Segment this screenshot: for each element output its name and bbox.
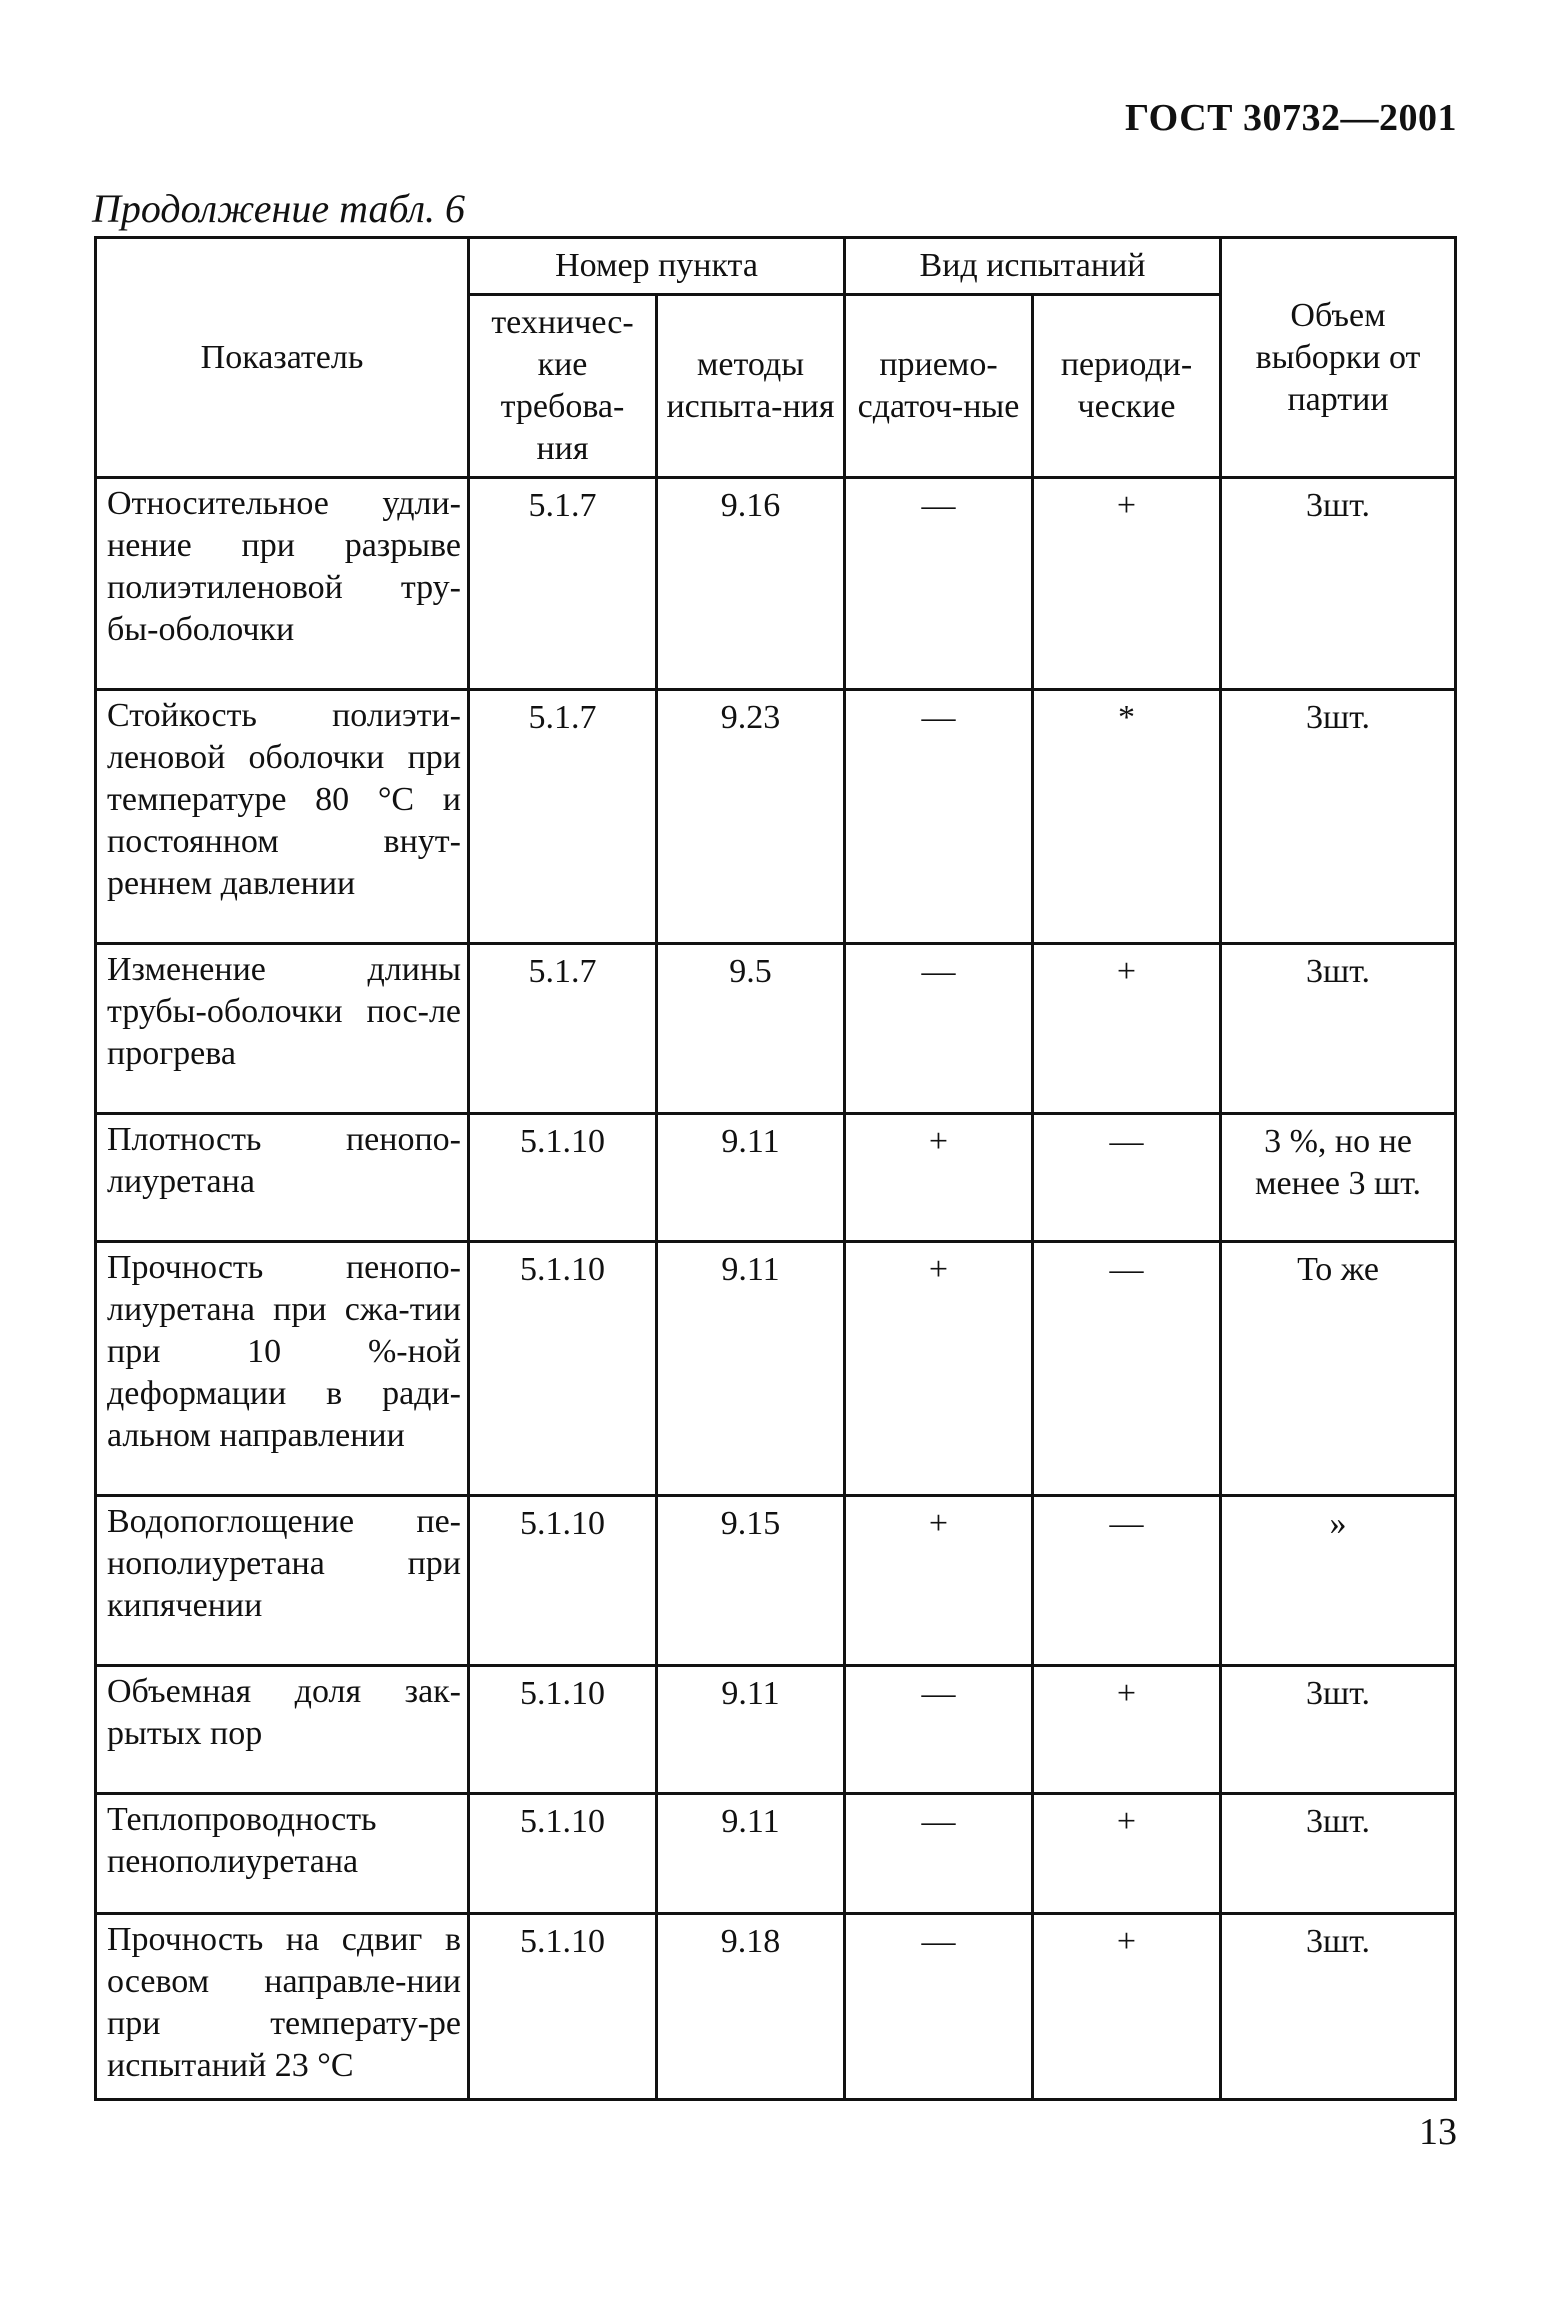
periodic-cell: + bbox=[1033, 478, 1221, 690]
document-code: ГОСТ 30732—2001 bbox=[1124, 97, 1457, 139]
test-method-cell: 9.16 bbox=[657, 478, 845, 690]
table-row bbox=[96, 1114, 1456, 1242]
indicator-cell: Изменение длины трубы-оболочки пос-ле прогрева bbox=[96, 944, 469, 1114]
acceptance-cell: — bbox=[845, 478, 1033, 690]
sample-size-cell: 3 %, но не менее 3 шт. bbox=[1221, 1114, 1456, 1242]
acceptance-cell: — bbox=[845, 690, 1033, 944]
table-row bbox=[96, 478, 1456, 690]
sample-size-cell: То же bbox=[1221, 1242, 1456, 1496]
table-row bbox=[96, 1794, 1456, 1914]
test-method-cell: 9.18 bbox=[657, 1914, 845, 2100]
tech-requirement-cell: 5.1.7 bbox=[469, 944, 657, 1114]
test-method-cell: 9.11 bbox=[657, 1114, 845, 1242]
table-row bbox=[96, 1914, 1456, 2100]
table-row bbox=[96, 1242, 1456, 1496]
acceptance-cell: + bbox=[845, 1242, 1033, 1496]
acceptance-cell: — bbox=[845, 1666, 1033, 1794]
page-number: 13 bbox=[1419, 2111, 1457, 2153]
sample-size-cell: 3шт. bbox=[1221, 690, 1456, 944]
header-test-type: Вид испытаний bbox=[845, 238, 1221, 295]
header-tech-requirements: техничес-кие требова-ния bbox=[469, 295, 657, 478]
header-periodic: периоди-ческие bbox=[1033, 295, 1221, 478]
indicator-cell: Прочность пенопо-лиуретана при сжа-тии при 10 %-ной деформации в ради-альном направлении bbox=[96, 1242, 469, 1496]
tech-requirement-cell: 5.1.10 bbox=[469, 1496, 657, 1666]
header-item-number: Номер пункта bbox=[469, 238, 845, 295]
periodic-cell: — bbox=[1033, 1496, 1221, 1666]
indicator-cell: Водопоглощение пе-нополиуретана при кипячении bbox=[96, 1496, 469, 1666]
periodic-cell: + bbox=[1033, 944, 1221, 1114]
sample-size-cell: 3шт. bbox=[1221, 1914, 1456, 2100]
test-method-cell: 9.5 bbox=[657, 944, 845, 1114]
test-method-cell: 9.11 bbox=[657, 1794, 845, 1914]
tech-requirement-cell: 5.1.10 bbox=[469, 1794, 657, 1914]
periodic-cell: — bbox=[1033, 1242, 1221, 1496]
test-method-cell: 9.11 bbox=[657, 1242, 845, 1496]
table-row bbox=[96, 1666, 1456, 1794]
indicator-cell: Стойкость полиэти-леновой оболочки при температуре 80 °С и постоянном внут-реннем давлении bbox=[96, 690, 469, 944]
test-method-cell: 9.15 bbox=[657, 1496, 845, 1666]
acceptance-cell: + bbox=[845, 1496, 1033, 1666]
periodic-cell: + bbox=[1033, 1914, 1221, 2100]
acceptance-cell: + bbox=[845, 1114, 1033, 1242]
indicator-cell: Теплопроводность пенополиуретана bbox=[96, 1794, 469, 1914]
acceptance-cell: — bbox=[845, 1914, 1033, 2100]
header-test-methods: методы испыта-ния bbox=[657, 295, 845, 478]
periodic-cell: * bbox=[1033, 690, 1221, 944]
tech-requirement-cell: 5.1.10 bbox=[469, 1114, 657, 1242]
periodic-cell: + bbox=[1033, 1666, 1221, 1794]
sample-size-cell: 3шт. bbox=[1221, 1666, 1456, 1794]
indicator-cell: Прочность на сдвиг в осевом направле-нии при температу-ре испытаний 23 °С bbox=[96, 1914, 469, 2100]
header-sample-size: Объем выборки от партии bbox=[1221, 238, 1456, 478]
tech-requirement-cell: 5.1.7 bbox=[469, 478, 657, 690]
test-method-cell: 9.11 bbox=[657, 1666, 845, 1794]
indicator-cell: Относительное удли-нение при разрыве полиэтиленовой тру-бы-оболочки bbox=[96, 478, 469, 690]
header-indicator: Показатель bbox=[96, 238, 469, 478]
periodic-cell: + bbox=[1033, 1794, 1221, 1914]
table-caption: Продолжение табл. 6 bbox=[92, 186, 466, 231]
periodic-cell: — bbox=[1033, 1114, 1221, 1242]
sample-size-cell: 3шт. bbox=[1221, 1794, 1456, 1914]
test-method-cell: 9.23 bbox=[657, 690, 845, 944]
tech-requirement-cell: 5.1.10 bbox=[469, 1666, 657, 1794]
indicator-cell: Плотность пенопо-лиуретана bbox=[96, 1114, 469, 1242]
sample-size-cell: » bbox=[1221, 1496, 1456, 1666]
test-table bbox=[94, 236, 1457, 2101]
acceptance-cell: — bbox=[845, 1794, 1033, 1914]
table-row bbox=[96, 944, 1456, 1114]
table-container bbox=[94, 236, 1454, 2101]
tech-requirement-cell: 5.1.10 bbox=[469, 1242, 657, 1496]
table-row bbox=[96, 1496, 1456, 1666]
header-acceptance: приемо-сдаточ-ные bbox=[845, 295, 1033, 478]
sample-size-cell: 3шт. bbox=[1221, 478, 1456, 690]
acceptance-cell: — bbox=[845, 944, 1033, 1114]
table-header bbox=[96, 238, 1456, 478]
indicator-cell: Объемная доля зак-рытых пор bbox=[96, 1666, 469, 1794]
sample-size-cell: 3шт. bbox=[1221, 944, 1456, 1114]
tech-requirement-cell: 5.1.10 bbox=[469, 1914, 657, 2100]
table-row bbox=[96, 690, 1456, 944]
tech-requirement-cell: 5.1.7 bbox=[469, 690, 657, 944]
table-body bbox=[96, 478, 1456, 2100]
